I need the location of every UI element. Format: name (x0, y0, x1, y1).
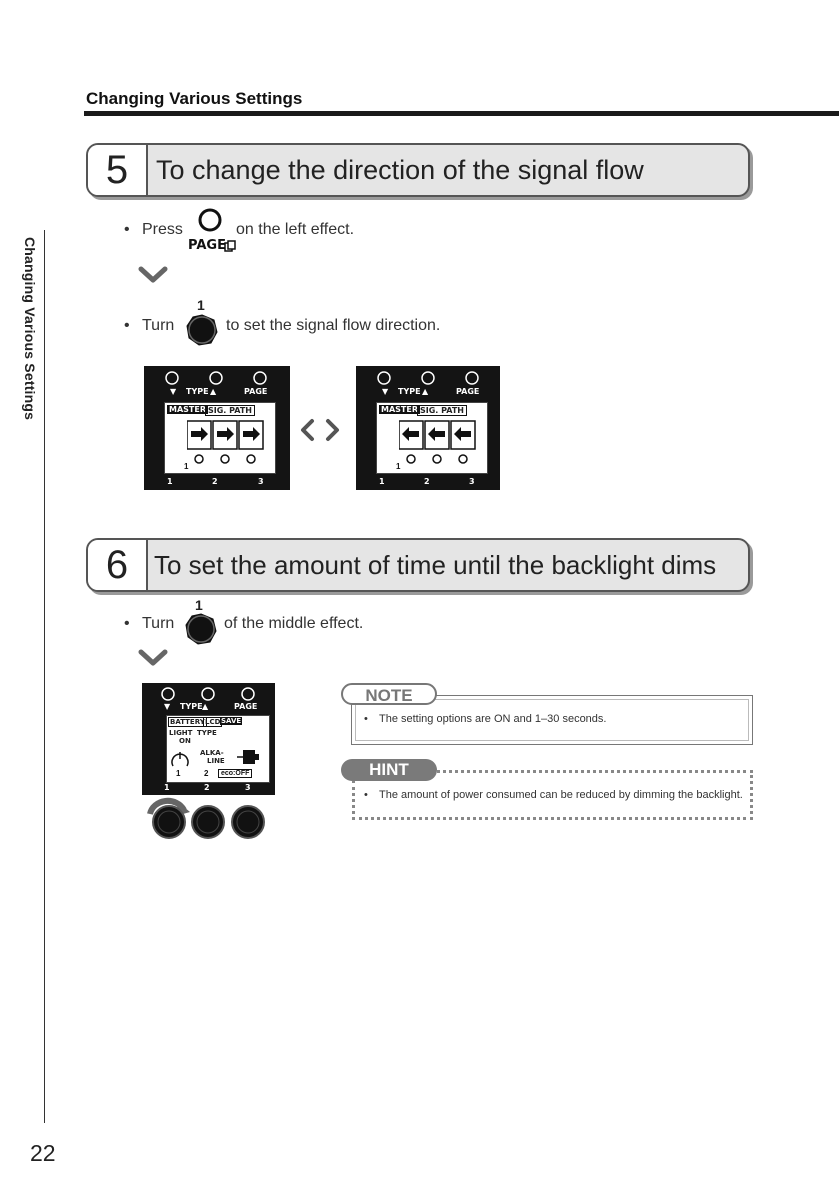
knob-icon (185, 313, 219, 347)
knob-dial-icon (169, 748, 191, 770)
lcd-display-right (356, 366, 500, 490)
instruction-press-pre: Press (142, 221, 183, 238)
type-label: TYPE (186, 387, 209, 396)
section-rule (84, 111, 839, 116)
type-label: TYPE (180, 702, 203, 711)
page-indicator-2: 2 (200, 769, 212, 778)
page-label: PAGE (234, 702, 258, 711)
type-label: TYPE (398, 387, 421, 396)
tab-master: MASTER (169, 405, 206, 414)
hint-text: • The amount of power consumed can be reduced by dimming the backlight. (364, 789, 743, 801)
page-label: PAGE (456, 387, 480, 396)
instruction-press: • Press (124, 221, 183, 238)
knob-number: 1 (197, 297, 205, 313)
step-title: To change the direction of the signal flow (156, 155, 644, 185)
page-button-icon (196, 207, 226, 233)
footer-number-2: 2 (212, 477, 218, 486)
signal-flow-left-icon (399, 419, 479, 469)
side-rule (44, 230, 45, 1123)
page-number: 22 (30, 1140, 56, 1166)
instruction-turn-middle-post: of the middle effect. (224, 615, 364, 632)
chevron-down-icon (138, 265, 168, 285)
battery-icon (235, 746, 263, 768)
tab-sig-path: SIG. PATH (417, 405, 467, 416)
knob-icon (184, 612, 218, 646)
down-arrow-label: ▼ (170, 387, 177, 396)
hint-box-left-border (352, 780, 355, 820)
chevron-down-icon (138, 648, 168, 668)
instruction-turn-pre: Turn (142, 317, 175, 334)
instruction-turn: • Turn (124, 317, 175, 334)
footer-number-2: 2 (424, 477, 430, 486)
page-key-icon (224, 240, 236, 252)
knob-number: 1 (195, 597, 203, 613)
signal-flow-right-icon (187, 419, 267, 469)
footer-number-1: 1 (379, 477, 385, 486)
note-text: • The setting options are ON and 1–30 seconds. (364, 713, 607, 725)
footer-number-3: 3 (258, 477, 264, 486)
tab-save: SAVE (221, 717, 242, 725)
footswitch-buttons (376, 370, 496, 386)
down-arrow-label: ▼ (164, 702, 171, 711)
up-arrow-label: ▲ (210, 387, 217, 396)
note-text-content: The setting options are ON and 1–30 seconds. (379, 713, 607, 725)
step-title: To set the amount of time until the backlight dims (154, 550, 717, 580)
tab-lcd: LCD (205, 718, 221, 726)
step-6-header (86, 538, 750, 592)
footer-number-2: 2 (204, 783, 210, 792)
footswitch-buttons (164, 370, 284, 386)
knob-row (150, 804, 268, 840)
tab-battery: BATTERY (170, 718, 205, 726)
param-light-value: ON (179, 737, 191, 745)
instruction-turn-middle-pre: Turn (142, 615, 175, 632)
lcd-display-backlight (142, 683, 275, 795)
up-arrow-label: ▲ (422, 387, 429, 396)
down-arrow-label: ▼ (382, 387, 389, 396)
param-type-label: TYPE (197, 729, 217, 737)
side-tab-label: Changing Various Settings (22, 237, 38, 421)
lcd-display-left (144, 366, 290, 490)
hint-label: HINT (341, 759, 437, 781)
footer-number-1: 1 (164, 783, 170, 792)
step-number: 6 (88, 540, 148, 590)
tab-master: MASTER (381, 405, 418, 414)
type-value-line2: LINE (207, 757, 225, 765)
footswitch-buttons (160, 686, 274, 702)
footer-number-3: 3 (469, 477, 475, 486)
hint-text-content: The amount of power consumed can be reduced by dimming the backlight. (379, 789, 743, 801)
chevron-left-right-icon (298, 418, 342, 442)
step-number: 5 (88, 145, 148, 195)
page-label: PAGE (244, 387, 268, 396)
footer-number-3: 3 (245, 783, 251, 792)
page-key-label: PAGE (188, 238, 226, 253)
note-label: NOTE (341, 683, 437, 705)
page-indicator-1: 1 (172, 769, 184, 778)
step-5-header (86, 143, 750, 197)
eco-status: eco:OFF (218, 769, 252, 778)
type-value-line1: ALKA- (200, 749, 224, 757)
tab-sig-path: SIG. PATH (205, 405, 255, 416)
instruction-turn-post: to set the signal flow direction. (226, 317, 441, 334)
instruction-press-post: on the left effect. (236, 221, 355, 238)
param-light-label: LIGHT (169, 729, 193, 737)
instruction-turn-middle: • Turn (124, 615, 175, 632)
page-indicator: 1 (392, 462, 404, 471)
footer-number-1: 1 (167, 477, 173, 486)
section-title: Changing Various Settings (86, 89, 303, 108)
up-arrow-label: ▲ (202, 702, 209, 711)
page-indicator: 1 (180, 462, 192, 471)
